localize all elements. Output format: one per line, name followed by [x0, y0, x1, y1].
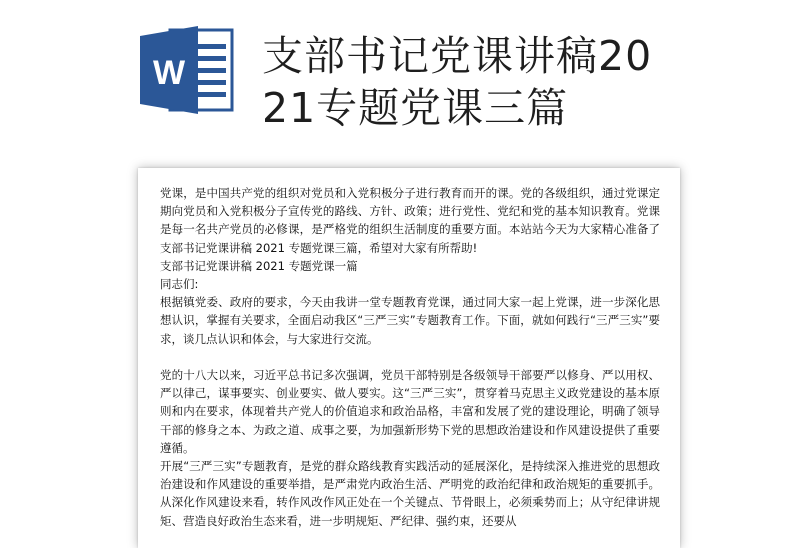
header: [0, 0, 800, 150]
word-icon-letter: W: [152, 54, 186, 92]
paragraph-blank: [160, 348, 660, 366]
paragraph-body-2: 开展“三严三实”专题教育，是党的群众路线教育实践活动的延展深化，是持续深入推进党的思想政治建设和作风建设的重要举措，是严肃党内政治生活、严明党的政治纪律和政治规矩的重要抓手。从深化作风建设来看，转作风改作风正处在一个关键点、节骨眼上，必须乘势而上；从守纪律讲规矩、营造良好政治生态来看，进一步明规矩、严纪律、强约束，还要从: [160, 459, 660, 528]
paragraph-salutation: 同志们:: [160, 277, 199, 292]
word-document-icon: [140, 26, 236, 114]
document-page: [138, 168, 680, 548]
document-body: [160, 184, 660, 530]
paragraph-opening: 根据镇党委、政府的要求，今天由我讲一堂专题教育党课，通过同大家一起上党课，进一步深化思想认识，掌握有关要求，全面启动我区“三严三实”专题教育工作。下面，就如何践行“三严三实”要求，谈几点认识和体会，与大家进行交流。: [160, 295, 660, 346]
page-title: 支部书记党课讲稿2021专题党课三篇: [262, 32, 653, 132]
paragraph-subtitle: 支部书记党课讲稿 2021 专题党课一篇: [160, 258, 358, 273]
paragraph-intro: 党课，是中国共产党的组织对党员和入党积极分子进行教育而开的课。党的各级组织，通过党课定期向党员和入党积极分子宣传党的路线、方针、政策；进行党性、党纪和党的基本知识教育。党课是每一名共产党员的必修课，是严格党的组织生活制度的重要方面。本站站今天为大家精心准备了支部书记党课讲稿 2021 专题党课三篇，希望对大家有所帮助!: [160, 186, 660, 255]
paragraph-body-1: 党的十八大以来，习近平总书记多次强调，党员干部特别是各级领导干部要严以修身、严以用权、严以律己，谋事要实、创业要实、做人要实。这“三严三实”，贯穿着马克思主义政党建设的基本原则和内在要求，体现着共产党人的价值追求和政治品格，丰富和发展了党的建设理论，明确了领导干部的修身之本、为政之道、成事之要，为加强新形势下党的思想政治建设和作风建设提供了重要遵循。: [160, 368, 660, 455]
